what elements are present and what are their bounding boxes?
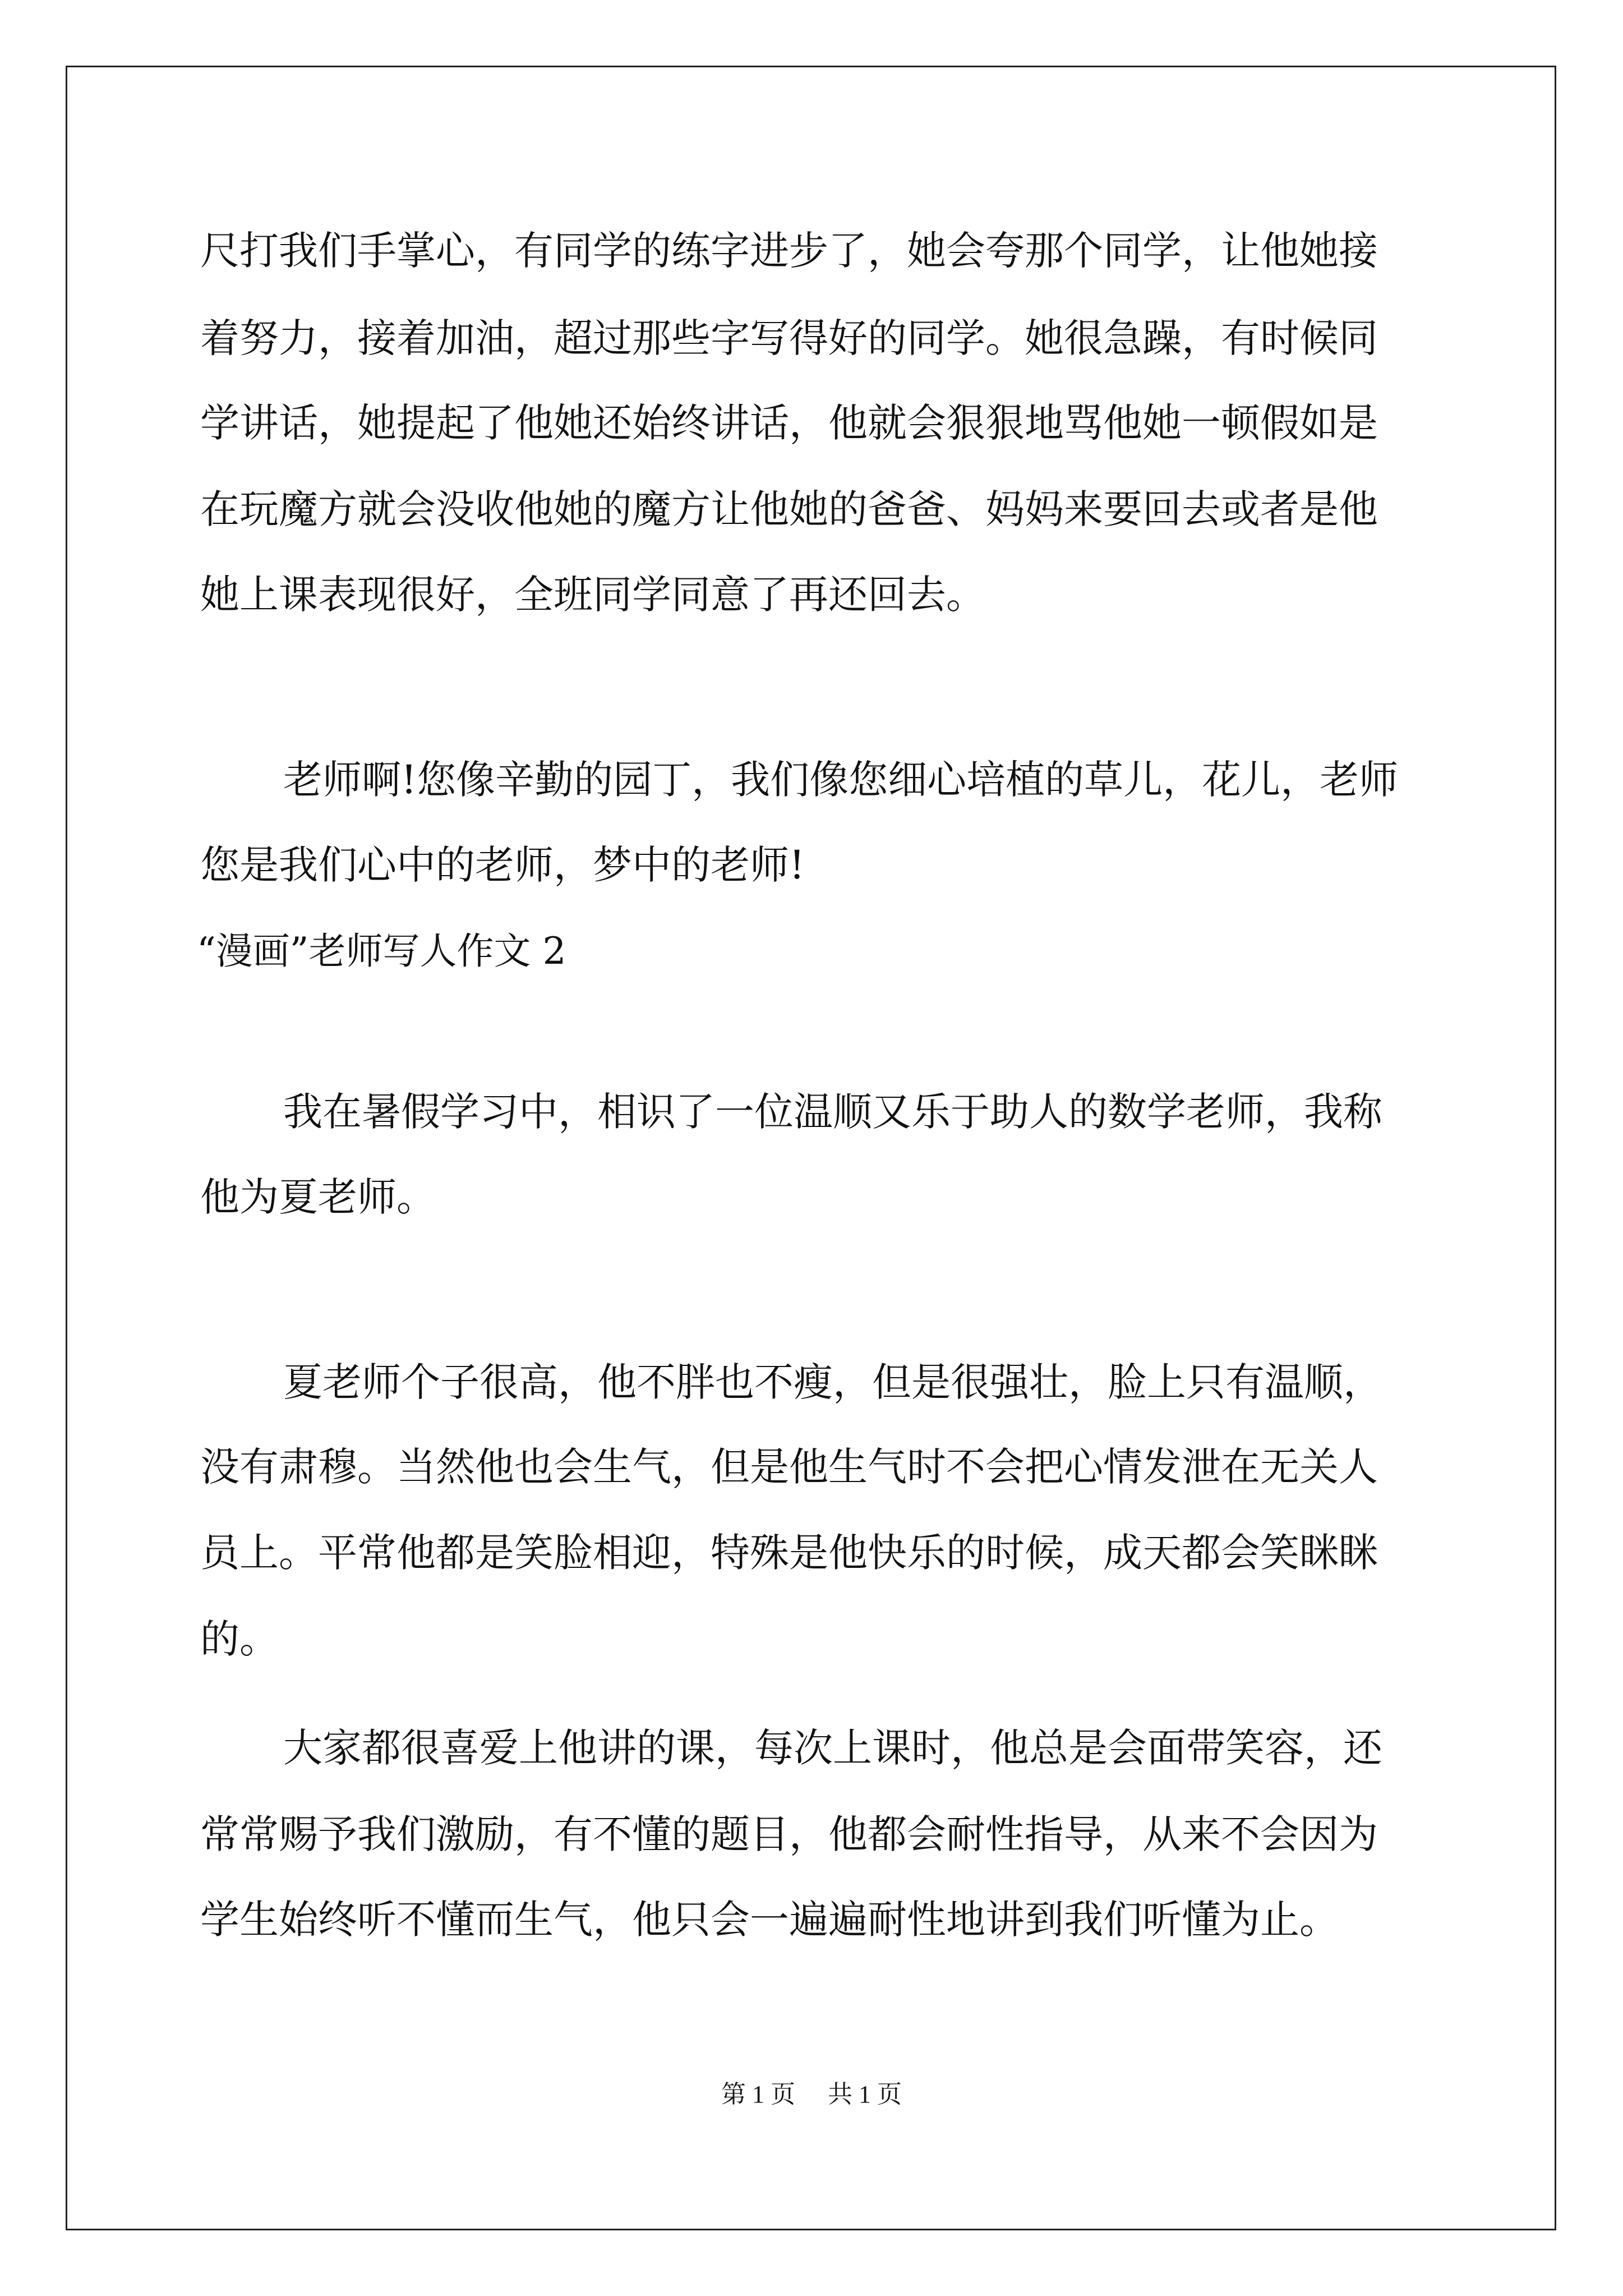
text-line: 常常赐予我们激励，有不懂的题目，他都会耐性指导，从来不会因为 bbox=[200, 1811, 1378, 1857]
text-line: 大家都很喜爱上他讲的课，每次上课时，他总是会面带笑容，还 bbox=[283, 1725, 1382, 1771]
text-line: 您是我们心中的老师，梦中的老师! bbox=[200, 842, 805, 888]
text-line: 学生始终听不懂而生气，他只会一遍遍耐性地讲到我们听懂为止。 bbox=[200, 1897, 1339, 1943]
text-line: 的。 bbox=[200, 1616, 279, 1662]
text-line: 没有肃穆。当然他也会生气，但是他生气时不会把心情发泄在无关人 bbox=[200, 1444, 1378, 1490]
text-line: 他为夏老师。 bbox=[200, 1174, 436, 1220]
page-footer bbox=[0, 2079, 1623, 2110]
text-line: 尺打我们手掌心，有同学的练字进步了，她会夸那个同学，让他她接 bbox=[200, 228, 1378, 274]
text-line: 员上。平常他都是笑脸相迎，特殊是他快乐的时候，成天都会笑眯眯 bbox=[200, 1530, 1378, 1576]
text-line: 老师啊!您像辛勤的园丁，我们像您细心培植的草儿，花儿，老师 bbox=[283, 757, 1399, 803]
page-number: 第 1 页 bbox=[721, 2081, 795, 2108]
section-heading: “漫画”老师写人作文 2 bbox=[197, 930, 566, 973]
text-line: 她上课表现很好，全班同学同意了再还回去。 bbox=[200, 572, 985, 618]
text-line: 着努力，接着加油，超过那些字写得好的同学。她很急躁，有时候同 bbox=[200, 315, 1378, 361]
page-total: 共 1 页 bbox=[828, 2081, 902, 2108]
text-line: 学讲话，她提起了他她还始终讲话，他就会狠狠地骂他她一顿假如是 bbox=[200, 400, 1378, 446]
text-line: 在玩魔方就会没收他她的魔方让他她的爸爸、妈妈来要回去或者是他 bbox=[200, 486, 1378, 532]
text-line: 我在暑假学习中，相识了一位温顺又乐于助人的数学老师，我称 bbox=[283, 1089, 1382, 1135]
text-line: 夏老师个子很高，他不胖也不瘦，但是很强壮，脸上只有温顺， bbox=[283, 1359, 1382, 1405]
